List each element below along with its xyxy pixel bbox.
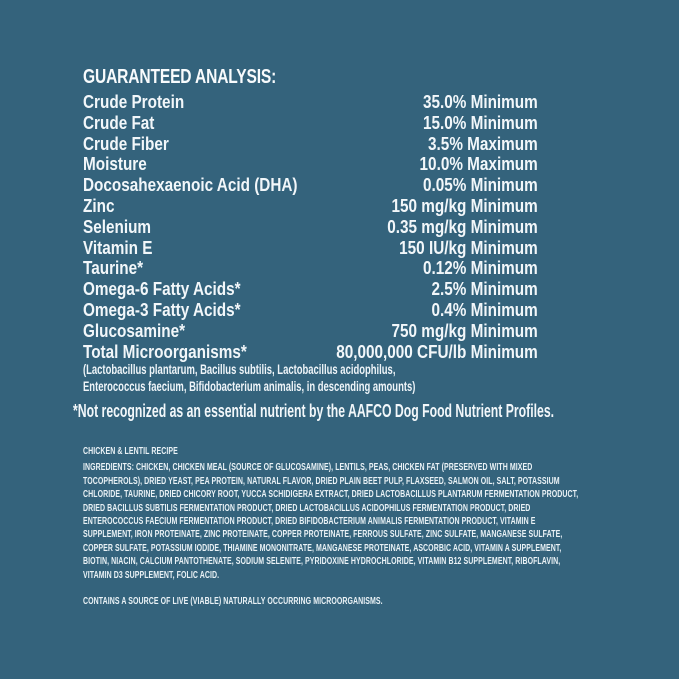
guaranteed-analysis-title: GUARANTEED ANALYSIS: — [83, 65, 277, 88]
ga-row — [83, 175, 538, 196]
ga-row — [83, 300, 538, 321]
ga-row — [83, 217, 538, 238]
ga-row — [83, 196, 538, 217]
nutrient-value: 15.0% Minimum — [422, 112, 538, 133]
nutrient-value: 0.12% Minimum — [422, 258, 538, 279]
aafco-footnote: *Not recognized as an essential nutrient by the AAFCO Dog Food Nutrient Profiles. — [73, 401, 555, 421]
nutrient-name: Moisture — [83, 154, 147, 175]
nutrient-value: 0.35 mg/kg Minimum — [387, 216, 538, 237]
nutrient-name: Omega-6 Fatty Acids* — [83, 279, 241, 300]
ingredients-panel — [83, 445, 583, 608]
guaranteed-analysis-table — [83, 92, 538, 362]
nutrient-name: Taurine* — [83, 258, 144, 279]
nutrient-name: Zinc — [83, 195, 115, 216]
nutrient-name: Selenium — [83, 216, 152, 237]
ingredients-label: INGREDIENTS: — [83, 462, 135, 474]
nutrient-value: 0.4% Minimum — [431, 299, 538, 320]
ga-row — [83, 134, 538, 155]
nutrient-name: Omega-3 Fatty Acids* — [83, 299, 241, 320]
nutrient-value: 0.05% Minimum — [422, 175, 538, 196]
nutrient-name: Crude Protein — [83, 92, 185, 112]
nutrient-value: 80,000,000 CFU/lb Minimum — [336, 341, 538, 362]
ga-row — [83, 154, 538, 175]
ga-row — [83, 238, 538, 259]
nutrient-name: Glucosamine* — [83, 320, 186, 341]
nutrient-name: Crude Fiber — [83, 133, 169, 154]
ga-row — [83, 279, 538, 300]
nutrient-name: Total Microorganisms* — [83, 341, 247, 362]
microorganism-note — [83, 361, 415, 395]
nutrient-name: Vitamin E — [83, 237, 153, 258]
nutrient-value: 150 mg/kg Minimum — [391, 195, 538, 216]
microorganism-note-line2: Enterococcus faecium, Bifidobacterium animalis, in descending amounts) — [83, 379, 416, 394]
nutrient-value: 3.5% Maximum — [428, 133, 538, 154]
ga-row — [83, 342, 538, 363]
nutrient-name: Crude Fat — [83, 112, 155, 133]
ingredients-paragraph — [83, 461, 583, 582]
ga-row — [83, 321, 538, 342]
nutrient-name: Docosahexaenoic Acid (DHA) — [83, 175, 298, 196]
ga-row — [83, 258, 538, 279]
nutrient-value: 2.5% Minimum — [431, 279, 538, 300]
ga-row — [83, 113, 538, 134]
recipe-name: CHICKEN & LENTIL RECIPE — [83, 446, 178, 457]
ga-row — [83, 92, 538, 113]
microorganism-note-line1: (Lactobacillus plantarum, Bacillus subtilis, Lactobacillus acidophilus, — [83, 362, 396, 377]
nutrient-value: 750 mg/kg Minimum — [391, 320, 538, 341]
ingredients-list: CHICKEN, CHICKEN MEAL (SOURCE OF GLUCOSAMINE), LENTILS, PEAS, CHICKEN FAT (PRESERVED WITH MIXED TOCOPHEROLS), DRIED YEAST, PEA PROTEIN, NATURAL FLAVOR, DRIED PLAIN BEET PULP, FLAXSEED, SALMON OIL, SALT, POTASSIUM CHLORIDE, TAURINE, DRIED CHICORY ROOT, YUCCA SCHIDIGERA EXTRACT, DRIED LACTOBACILLUS PLANTARUM FERMENTATION PRODUCT, DRIED BACILLUS SUBTILIS FERMENTATION PRODUCT, DRIED LACTOBACILLUS ACIDOPHILUS FERMENTATION PRODUCT, DRIED ENTEROCOCCUS FAECIUM FERMENTATION PRODUCT, DRIED BIFIDOBACTERIUM ANIMALIS FERMENTATION PRODUCT, VITAMIN E SUPPLEMENT, IRON PROTEINATE, ZINC PROTEINATE, COPPER PROTEINATE, FERROUS SULFATE, ZINC SULFATE, MANGANESE SULFATE, COPPER SULFATE, POTASSIUM IODIDE, THIAMINE MONONITRATE, MANGANESE PROTEINATE, ASCORBIC ACID, VITAMIN A SUPPLEMENT, BIOTIN, NIACIN, CALCIUM PANTOTHENATE, SODIUM SELENITE, PYRIDOXINE HYDROCHLORIDE, VITAMIN B12 SUPPLEMENT, RIBOFLAVIN, VITAMIN D3 SUPPLEMENT, FOLIC ACID. — [83, 462, 579, 581]
nutrient-value: 35.0% Minimum — [422, 92, 538, 112]
contains-note: CONTAINS A SOURCE OF LIVE (VIABLE) NATURALLY OCCURRING MICROORGANISMS. — [83, 596, 383, 608]
nutrient-value: 150 IU/kg Minimum — [399, 237, 538, 258]
nutrient-value: 10.0% Maximum — [419, 154, 538, 175]
